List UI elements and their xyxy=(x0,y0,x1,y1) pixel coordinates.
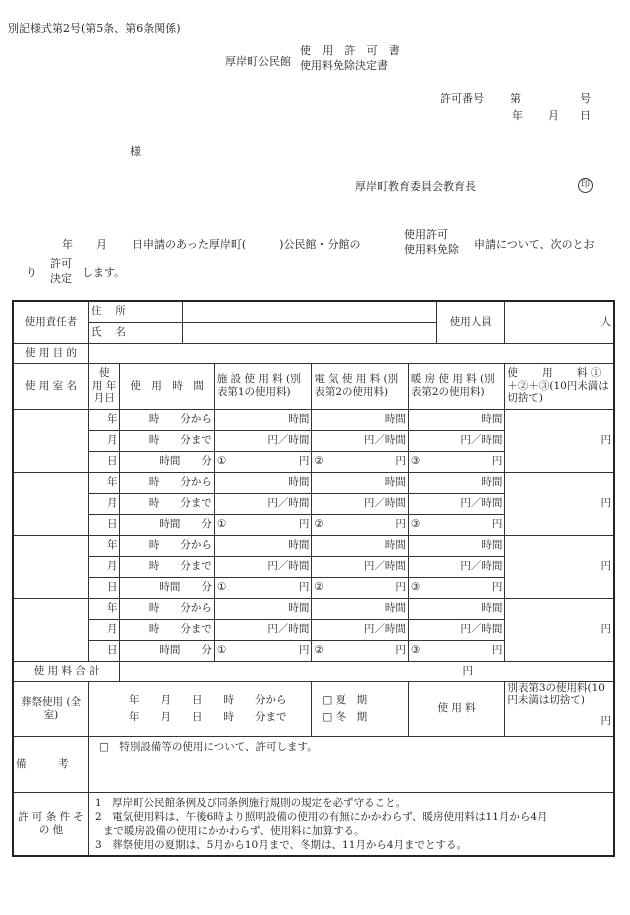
electric-fee-yen: 円 xyxy=(340,514,408,535)
condition-2b: まで暖房設備の使用にかかわらず、使用料に加算する。 xyxy=(103,824,365,837)
season-options[interactable] xyxy=(312,681,408,736)
condition-1: 1 厚岸町公民館条例及び同条例施行規則の規定を必ず守ること。 xyxy=(95,796,407,809)
facility-fee-yen: 円 xyxy=(246,640,312,661)
fee-total-unit: 円 xyxy=(462,664,473,677)
time-duration: 時間 分 xyxy=(120,640,214,661)
conditions-text xyxy=(89,792,615,856)
facility-hours: 時間 xyxy=(214,535,312,556)
intro-choice-use-permit: 使用許可 xyxy=(404,228,448,241)
room-label: 使 用 室 名 xyxy=(13,363,89,409)
facility-name: 厚岸町公民館 xyxy=(225,55,291,68)
total-fee-field[interactable] xyxy=(505,535,614,598)
fee-label: 使 用 料 xyxy=(408,681,505,736)
purpose-field[interactable] xyxy=(89,343,615,363)
row-year: 年 xyxy=(89,472,120,493)
facility-rate: 円／時間 xyxy=(214,556,312,577)
time-col-label: 使 用 時 間 xyxy=(120,363,214,409)
people-count-field[interactable] xyxy=(505,301,614,343)
people-label: 使用人員 xyxy=(437,301,505,343)
time-from: 時 分から xyxy=(120,472,214,493)
electric-fee-marker: ② xyxy=(312,640,340,661)
facility-fee-marker: ① xyxy=(214,514,245,535)
electric-fee-yen: 円 xyxy=(340,577,408,598)
date-day: 日 xyxy=(580,109,591,122)
row-month: 月 xyxy=(89,619,120,640)
date-month: 月 xyxy=(548,109,559,122)
electric-hours: 時間 xyxy=(312,535,408,556)
intro-month: 月 xyxy=(96,238,107,251)
condition-3: 3 葬祭使用の夏期は、5月から10月まで、冬期は、11月から4月までとする。 xyxy=(95,839,468,852)
room-name-field[interactable] xyxy=(13,598,89,661)
room-name-field[interactable] xyxy=(13,535,89,598)
electric-fee-header: 電 気 使 用 料 (別表第2の使用料) xyxy=(312,363,408,409)
row-month: 月 xyxy=(89,556,120,577)
funeral-period[interactable] xyxy=(89,681,312,736)
recipient-suffix: 様 xyxy=(130,145,141,158)
name-field[interactable] xyxy=(183,322,437,343)
intro-tail-line2: します。 xyxy=(82,266,126,279)
time-duration: 時間 分 xyxy=(120,577,214,598)
electric-hours: 時間 xyxy=(312,472,408,493)
name-label: 氏 名 xyxy=(89,322,183,343)
time-to: 時 分まで xyxy=(120,556,214,577)
row-day: 日 xyxy=(89,451,120,472)
row-year: 年 xyxy=(89,535,120,556)
heating-fee-yen: 円 xyxy=(437,514,505,535)
total-fee-field[interactable] xyxy=(505,409,614,472)
responsible-label: 使用責任者 xyxy=(13,301,89,343)
electric-fee-marker: ② xyxy=(312,451,340,472)
room-name-field[interactable] xyxy=(13,409,89,472)
electric-hours: 時間 xyxy=(312,598,408,619)
heating-rate: 円／時間 xyxy=(408,556,505,577)
heating-fee-marker: ③ xyxy=(408,451,436,472)
electric-fee-yen: 円 xyxy=(340,451,408,472)
electric-hours: 時間 xyxy=(312,409,408,430)
row-day: 日 xyxy=(89,640,120,661)
date-col-label: 使 用 年月日 xyxy=(89,363,120,409)
facility-fee-yen: 円 xyxy=(246,514,312,535)
facility-rate: 円／時間 xyxy=(214,493,312,514)
total-fee-field[interactable] xyxy=(505,598,614,661)
time-to: 時 分まで xyxy=(120,430,214,451)
form-number-label: 別記様式第2号(第5条、第6条関係) xyxy=(8,22,181,35)
intro-choice-decision: 決定 xyxy=(50,272,72,285)
title-fee-exemption: 使用料免除決定書 xyxy=(300,59,388,72)
time-to: 時 分まで xyxy=(120,493,214,514)
heating-fee-yen: 円 xyxy=(437,451,505,472)
electric-fee-marker: ② xyxy=(312,577,340,598)
heating-fee-marker: ③ xyxy=(408,514,436,535)
heating-rate: 円／時間 xyxy=(408,619,505,640)
time-from: 時 分から xyxy=(120,535,214,556)
time-duration: 時間 分 xyxy=(120,451,214,472)
heating-fee-marker: ③ xyxy=(408,640,436,661)
conditions-label: 許 可 条 件 そ の 他 xyxy=(13,792,89,856)
remarks-field[interactable] xyxy=(89,736,615,792)
time-duration: 時間 分 xyxy=(120,514,214,535)
people-unit: 人 xyxy=(600,315,611,328)
heating-hours: 時間 xyxy=(408,598,505,619)
permit-number-dai: 第 xyxy=(510,92,521,105)
total-fee-unit: 円 xyxy=(600,434,611,447)
electric-rate: 円／時間 xyxy=(312,556,408,577)
table3-fee-field[interactable] xyxy=(505,681,614,736)
facility-fee-header: 施 設 使 用 料 (別表第1の使用料) xyxy=(214,363,312,409)
seal-icon: 印 xyxy=(578,178,593,193)
address-label: 住 所 xyxy=(89,301,183,322)
heating-fee-yen: 円 xyxy=(437,577,505,598)
total-fee-header: 使 用 料 ①＋②＋③(10円未満は切捨て) xyxy=(505,363,614,409)
heating-fee-yen: 円 xyxy=(437,640,505,661)
facility-hours: 時間 xyxy=(214,409,312,430)
row-month: 月 xyxy=(89,430,120,451)
heating-hours: 時間 xyxy=(408,535,505,556)
electric-rate: 円／時間 xyxy=(312,493,408,514)
intro-tail-line1: 申請について、次のとお xyxy=(474,238,595,251)
total-fee-field[interactable] xyxy=(505,472,614,535)
funeral-label: 葬祭使用 (全 室) xyxy=(13,681,89,736)
address-field[interactable] xyxy=(183,301,437,322)
heating-fee-header: 暖 房 使 用 料 (別表第2の使用料) xyxy=(408,363,505,409)
facility-hours: 時間 xyxy=(214,598,312,619)
table3-fee-unit: 円 xyxy=(600,714,611,727)
intro-prefix-line2: り xyxy=(26,266,37,279)
permit-number-go: 号 xyxy=(580,92,591,105)
purpose-label: 使 用 目 的 xyxy=(13,343,89,363)
electric-rate: 円／時間 xyxy=(312,619,408,640)
special-equipment-checkbox[interactable]: □ 特別設備等の使用について、許可します。 xyxy=(99,740,318,753)
total-fee-unit: 円 xyxy=(600,497,611,510)
electric-fee-yen: 円 xyxy=(340,640,408,661)
electric-rate: 円／時間 xyxy=(312,430,408,451)
heating-hours: 時間 xyxy=(408,409,505,430)
time-from: 時 分から xyxy=(120,409,214,430)
row-month: 月 xyxy=(89,493,120,514)
facility-fee-marker: ① xyxy=(214,577,245,598)
electric-fee-marker: ② xyxy=(312,514,340,535)
facility-fee-yen: 円 xyxy=(246,577,312,598)
facility-rate: 円／時間 xyxy=(214,619,312,640)
permit-number-label: 許可番号 xyxy=(440,92,484,105)
room-name-field[interactable] xyxy=(13,472,89,535)
funeral-to: 年 月 日 時 分まで xyxy=(129,710,287,723)
facility-rate: 円／時間 xyxy=(214,430,312,451)
intro-choice-permit: 許可 xyxy=(50,257,72,270)
winter-checkbox[interactable]: □ 冬 期 xyxy=(322,710,368,723)
title-permit: 使 用 許 可 書 xyxy=(300,44,404,57)
heating-rate: 円／時間 xyxy=(408,430,505,451)
row-year: 年 xyxy=(89,598,120,619)
usage-form-table xyxy=(12,300,615,857)
facility-hours: 時間 xyxy=(214,472,312,493)
summer-checkbox[interactable]: □ 夏 期 xyxy=(322,693,368,706)
total-fee-unit: 円 xyxy=(600,560,611,573)
heating-rate: 円／時間 xyxy=(408,493,505,514)
condition-2a: 2 電気使用料は、午後6時より照明設備の使用の有無にかかわらず、暖房使用料は11月から4月 xyxy=(95,810,548,823)
fee-total-field[interactable] xyxy=(120,661,614,681)
issuer: 厚岸町教育委員会教育長 xyxy=(355,180,476,193)
heating-fee-marker: ③ xyxy=(408,577,436,598)
intro-applied-text: 日申請のあった厚岸町( )公民館・分館の xyxy=(132,238,361,251)
intro-choice-fee-exemption: 使用料免除 xyxy=(404,243,459,256)
facility-fee-marker: ① xyxy=(214,451,245,472)
facility-fee-yen: 円 xyxy=(246,451,312,472)
time-to: 時 分まで xyxy=(120,619,214,640)
time-from: 時 分から xyxy=(120,598,214,619)
fee-total-label: 使 用 料 合 計 xyxy=(13,661,120,681)
heating-hours: 時間 xyxy=(408,472,505,493)
row-day: 日 xyxy=(89,514,120,535)
remarks-label: 備 考 xyxy=(13,736,89,792)
total-fee-unit: 円 xyxy=(600,623,611,636)
funeral-from: 年 月 日 時 分から xyxy=(129,693,287,706)
table3-fee-label: 別表第3の使用料(10円未満は切捨て) xyxy=(507,681,605,707)
row-year: 年 xyxy=(89,409,120,430)
facility-fee-marker: ① xyxy=(214,640,245,661)
row-day: 日 xyxy=(89,577,120,598)
date-year: 年 xyxy=(512,109,523,122)
intro-year: 年 xyxy=(62,238,73,251)
